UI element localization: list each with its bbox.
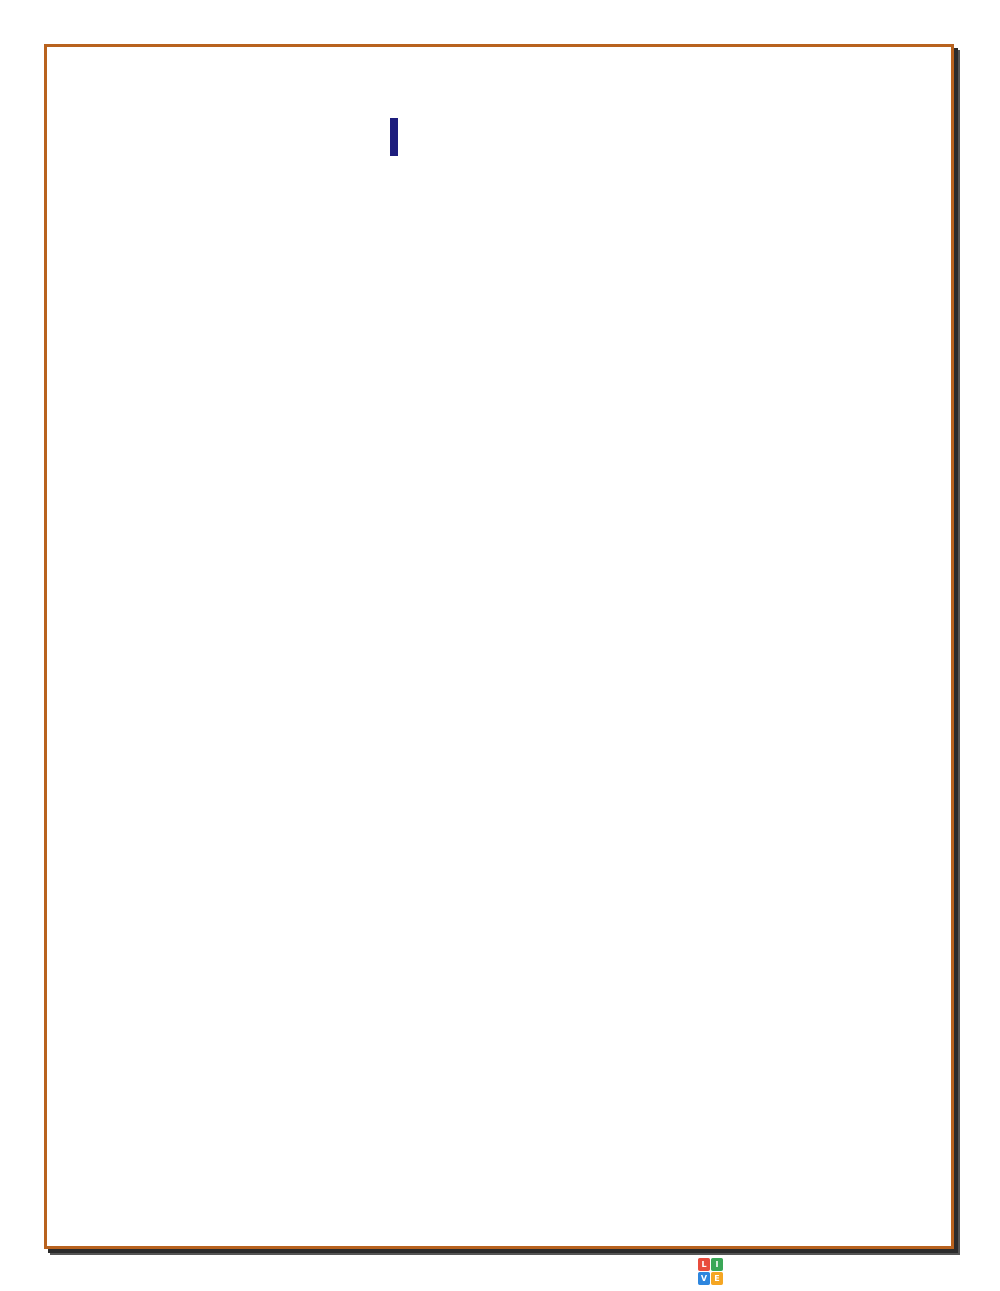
test-title bbox=[390, 118, 398, 156]
liveworksheets-icon: L I V E bbox=[698, 1258, 723, 1285]
page-border bbox=[44, 44, 954, 1249]
liveworksheets-logo bbox=[698, 1256, 726, 1286]
